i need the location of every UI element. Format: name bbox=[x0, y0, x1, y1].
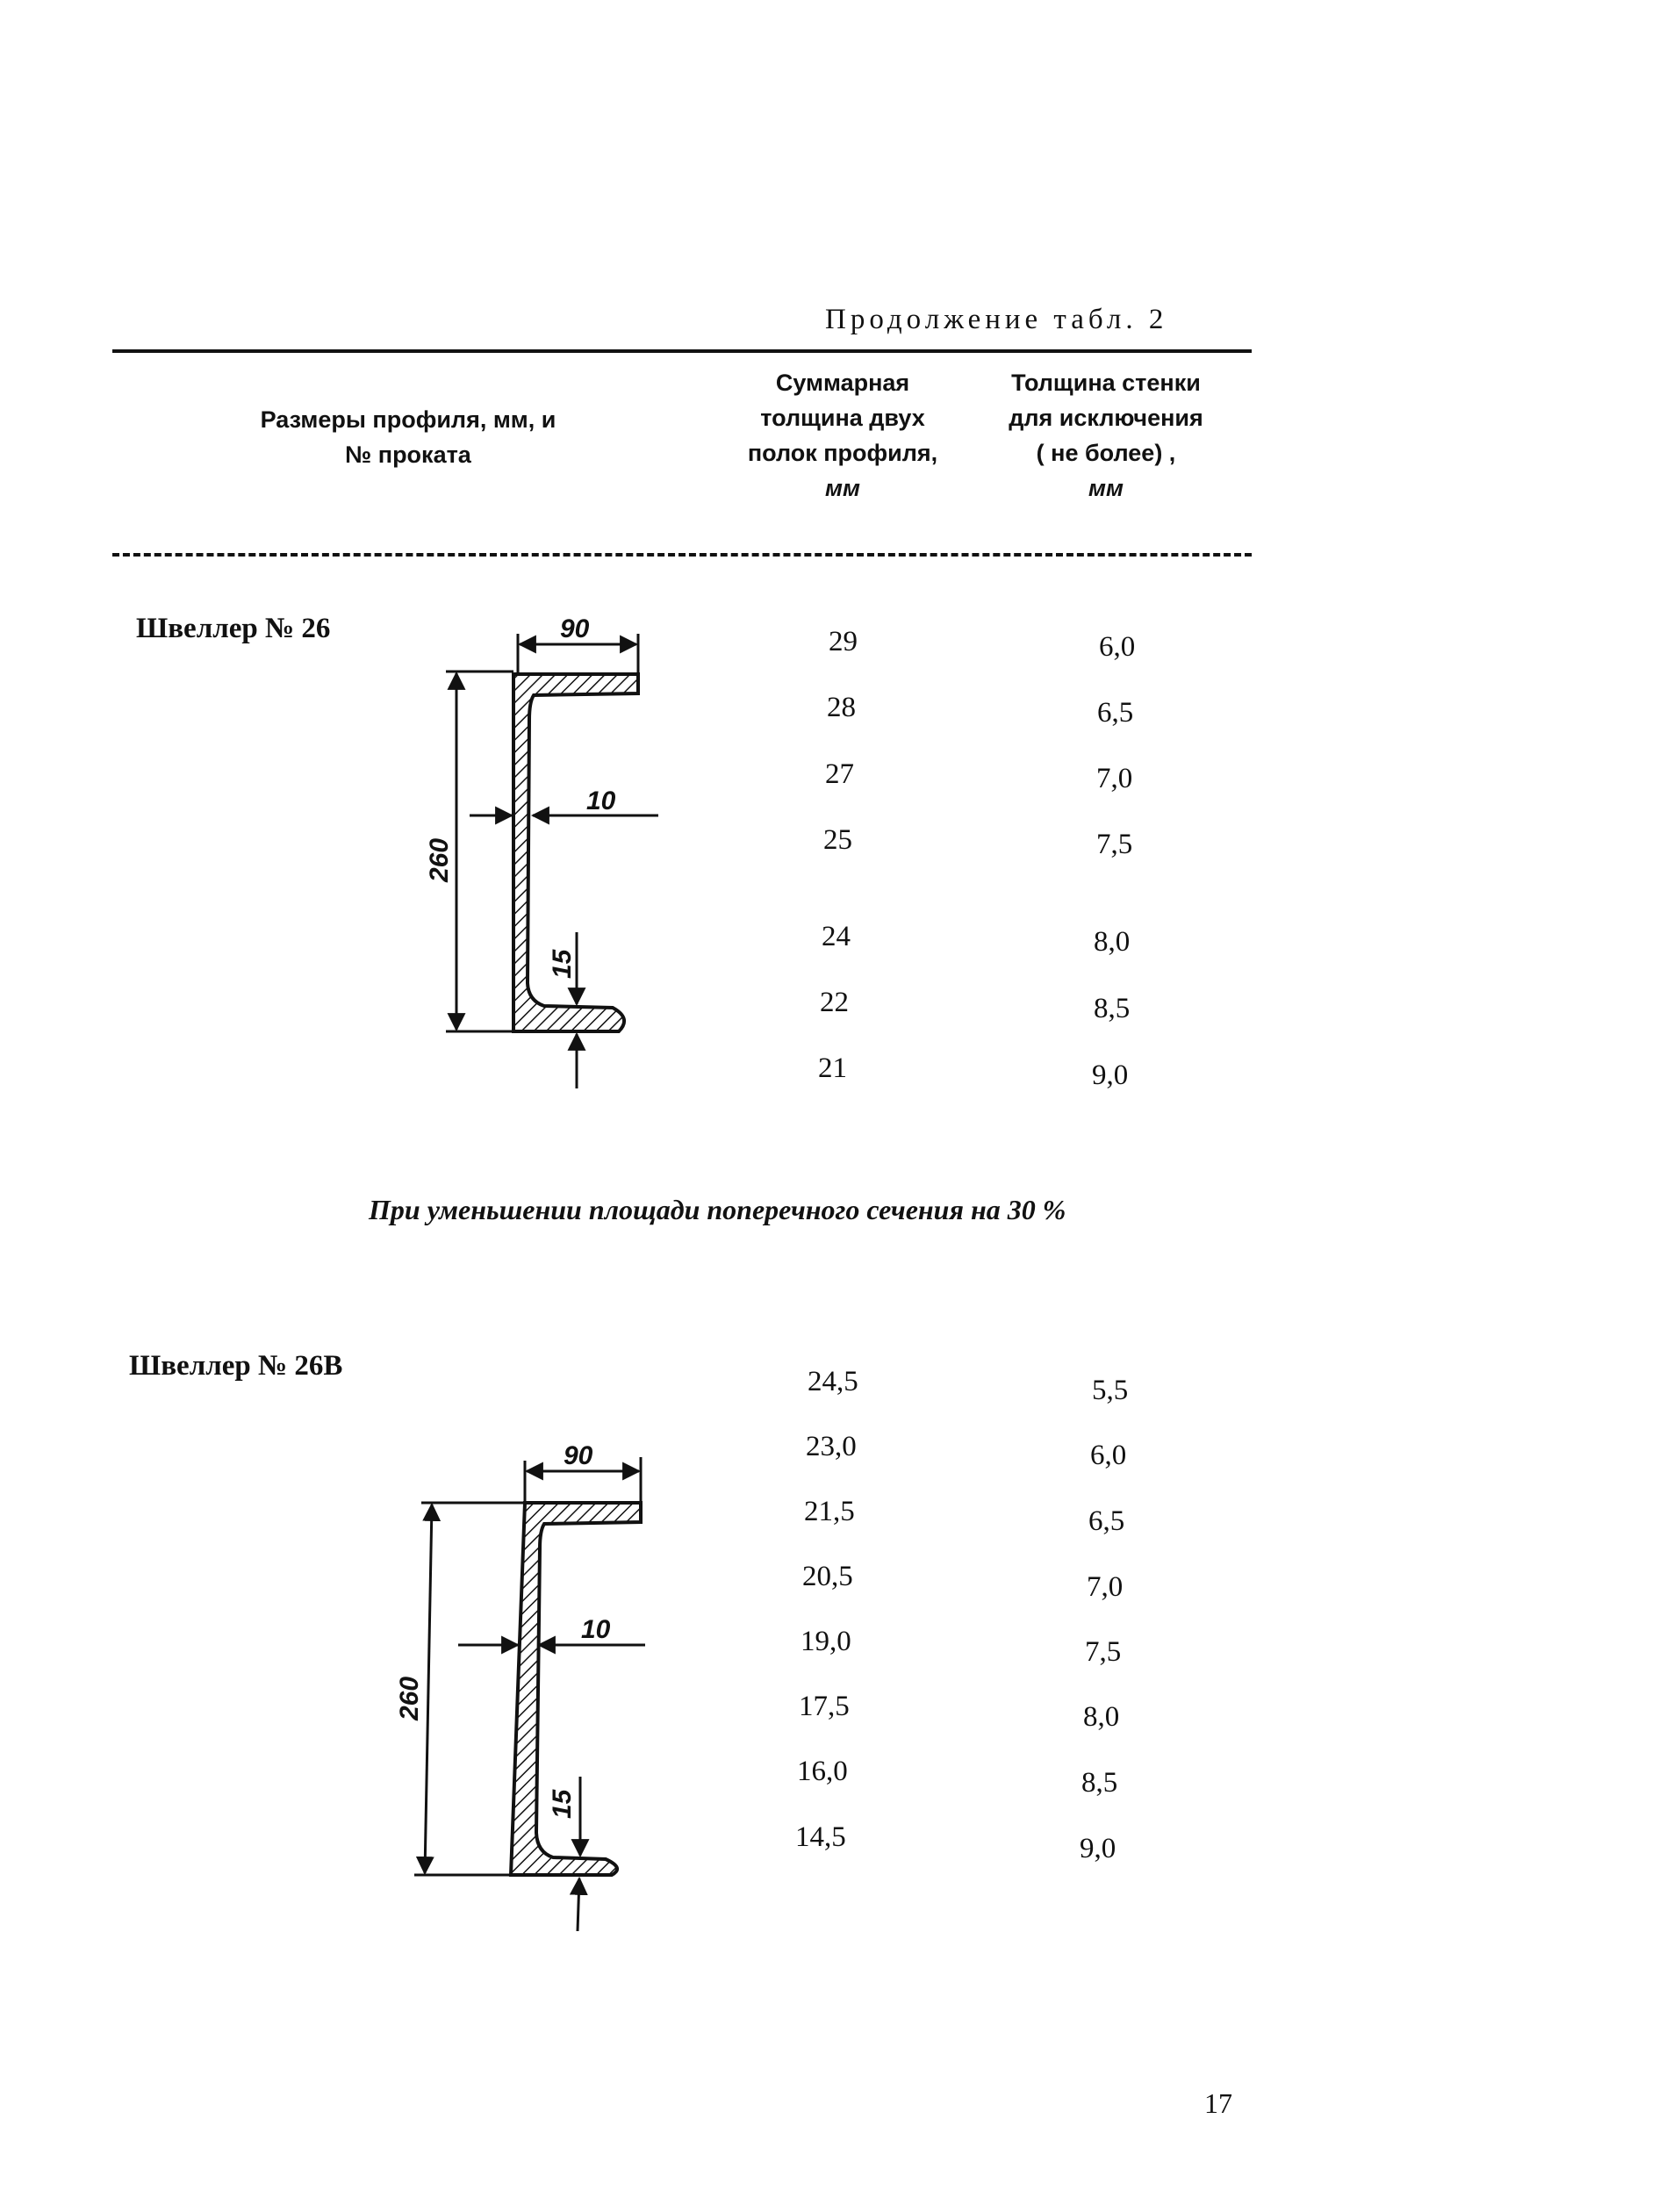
column-header-flange-sum-line: мм bbox=[825, 475, 860, 501]
wall-value: 8,5 bbox=[1081, 1767, 1118, 1799]
dim-wall-1: 10 bbox=[586, 786, 616, 815]
flange-sum-value: 27 bbox=[825, 758, 854, 790]
column-header-flange-sum-line: полок профиля, bbox=[747, 440, 938, 466]
column-header-wall-thickness-line: ( не более) , bbox=[1036, 440, 1176, 466]
wall-value: 7,0 bbox=[1087, 1571, 1124, 1603]
wall-value: 7,0 bbox=[1096, 763, 1133, 794]
wall-value: 8,0 bbox=[1094, 926, 1131, 958]
flange-sum-value: 29 bbox=[829, 626, 858, 657]
flange-sum-value: 17,5 bbox=[799, 1691, 850, 1722]
column-header-wall-thickness-line: мм bbox=[1088, 475, 1124, 501]
column-header-profile-line: № проката bbox=[345, 442, 471, 468]
flange-sum-value: 25 bbox=[823, 824, 852, 856]
flange-sum-value: 24,5 bbox=[808, 1366, 858, 1397]
section1-label: Швеллер № 26 bbox=[136, 613, 331, 644]
wall-value: 6,5 bbox=[1097, 697, 1134, 729]
flange-sum-value: 28 bbox=[827, 692, 856, 723]
page-number: 17 bbox=[1204, 2087, 1232, 2119]
section2-label: Швеллер № 26В bbox=[129, 1350, 343, 1382]
flange-sum-value: 16,0 bbox=[797, 1756, 848, 1787]
flange-sum-value: 22 bbox=[820, 987, 849, 1018]
flange-sum-value: 21,5 bbox=[804, 1496, 855, 1527]
flange-sum-value: 14,5 bbox=[795, 1821, 846, 1853]
reduction-note: При уменьшении площади поперечного сечения на 30 % bbox=[369, 1194, 1066, 1225]
flange-sum-value: 23,0 bbox=[806, 1431, 857, 1462]
column-header-flange-sum-line: Суммарная bbox=[775, 370, 910, 396]
flange-sum-value: 21 bbox=[818, 1052, 847, 1084]
flange-sum-value: 24 bbox=[822, 921, 851, 952]
wall-value: 7,5 bbox=[1085, 1636, 1122, 1668]
dim-height-2: 260 bbox=[395, 1676, 424, 1720]
dim-flange-2: 15 bbox=[548, 1789, 577, 1819]
wall-value: 8,0 bbox=[1083, 1701, 1120, 1733]
column-header-profile-line: Размеры профиля, мм, и bbox=[260, 406, 556, 433]
column-header-wall-thickness-line: Толщина стенки bbox=[1011, 370, 1201, 396]
dim-height-1: 260 bbox=[425, 837, 454, 882]
dim-flange-1: 15 bbox=[548, 949, 577, 979]
flange-sum-value: 19,0 bbox=[801, 1626, 851, 1657]
flange-sum-value: 20,5 bbox=[802, 1561, 853, 1592]
wall-value: 7,5 bbox=[1096, 829, 1133, 860]
wall-value: 5,5 bbox=[1092, 1375, 1129, 1406]
wall-value: 8,5 bbox=[1094, 993, 1131, 1024]
wall-value: 9,0 bbox=[1080, 1833, 1116, 1864]
column-header-wall-thickness-line: для исключения bbox=[1009, 405, 1203, 431]
wall-value: 9,0 bbox=[1092, 1059, 1129, 1091]
dim-wall-2: 10 bbox=[581, 1615, 611, 1644]
dim-width-1: 90 bbox=[560, 614, 590, 643]
column-header-flange-sum-line: толщина двух bbox=[760, 405, 925, 431]
wall-value: 6,0 bbox=[1099, 631, 1136, 663]
continuation-label: Продолжение табл. 2 bbox=[825, 304, 1168, 335]
dim-width-2: 90 bbox=[564, 1441, 593, 1470]
wall-value: 6,5 bbox=[1088, 1505, 1125, 1537]
wall-value: 6,0 bbox=[1090, 1440, 1127, 1471]
